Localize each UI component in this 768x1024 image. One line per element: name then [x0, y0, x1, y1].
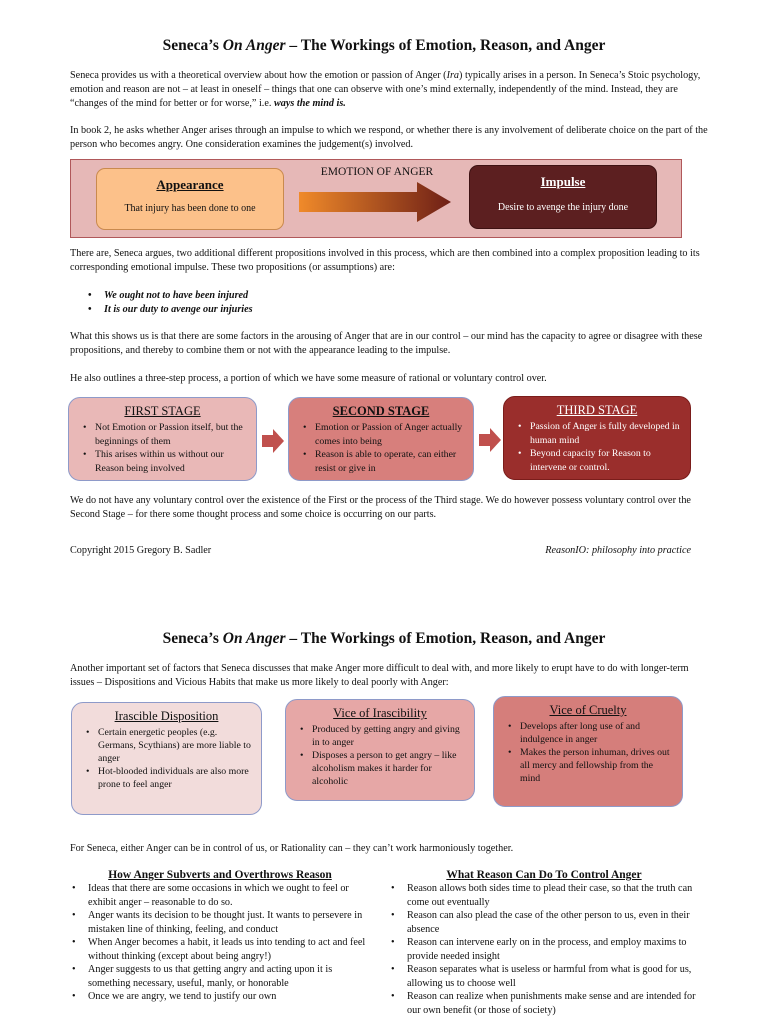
column-heading: What Reason Can Do To Control Anger — [446, 869, 642, 881]
diagram-caption: EMOTION OF ANGER — [320, 166, 434, 178]
three-step-paragraph: He also outlines a three-step process, a portion of which we have some measure of rational or voluntary control over. — [70, 373, 547, 384]
voluntary-control-paragraph: We do not have any voluntary control over the existence of the First or the process of the Third stage. We do however possess voluntary control over the Second Stage – for there some thought process and some choice is occurring on our parts. — [70, 495, 691, 520]
disposition-title: Vice of Cruelty — [549, 703, 627, 717]
disposition-title: Vice of Irascibility — [333, 706, 427, 720]
control-paragraph: What this shows us is that there are some factors in the arousing of Anger that are in our control – our mind has the capacity to agree or disagree with these propositions, and thereby to combine them or not with the appearance leading to the impulse. — [70, 331, 703, 356]
disposition-item: • Produced by getting angry and giving in to anger — [294, 723, 466, 749]
disposition-item: • Disposes a person to get angry – like alcoholism makes it harder for alcoholic — [294, 749, 466, 788]
stage-item: • Reason is able to operate, can either resist or give in — [297, 448, 465, 475]
page-title — [0, 630, 768, 648]
intro-paragraph — [70, 69, 710, 111]
title-text-rest: – The Workings of Emotion, Reason, and Anger — [285, 37, 606, 54]
column-item: • Anger wants its decision to be thought just. It wants to persevere in mistaken line of thinking, feeling, and conduct — [70, 909, 370, 936]
disposition-item: • Hot-blooded individuals are also more prone to feel anger — [80, 765, 253, 791]
third-stage-box — [503, 396, 691, 480]
appearance-text: That injury has been done to one — [124, 203, 256, 214]
second-stage-box — [288, 397, 474, 481]
column-item: • Reason can also plead the case of the other person to us, even in their absence — [389, 909, 699, 936]
stage-item: • Not Emotion or Passion itself, but the beginnings of them — [77, 421, 248, 448]
impulse-box — [469, 165, 657, 229]
title-text-rest: – The Workings of Emotion, Reason, and Anger — [285, 630, 606, 647]
vice-of-irascibility-box — [285, 699, 475, 801]
right-arrow-icon — [479, 428, 501, 452]
book2-paragraph: In book 2, he asks whether Anger arises through an impulse to which we respond, or whether there is any involvement of deliberate choice on the part of the person who becomes angry. One consideration examines the judgement(s) involved. — [70, 125, 708, 150]
stage-item: • This arises within us without our Reason being involved — [77, 448, 248, 475]
title-text: Seneca’s — [162, 630, 223, 647]
propositions-paragraph: There are, Seneca argues, two additional different propositions involved in this process, which are then combined into a complex proposition leading to its corresponding emotional impulse. These two propositions (or assumptions) are: — [70, 248, 700, 273]
disposition-item: • Certain energetic peoples (e.g. Germans, Scythians) are more liable to anger — [80, 726, 253, 765]
column-item: • Ideas that there are some occasions in which we ought to feel or exhibit anger – reasonable to do so. — [70, 882, 370, 909]
proposition-item: • It is our duty to avenge our injuries — [88, 303, 253, 317]
column-item: • When Anger becomes a habit, it leads us into tending to act and feel without thinking (except about being angry!) — [70, 936, 370, 963]
anger-subverts-column — [70, 869, 370, 1004]
control-either-paragraph: For Seneca, either Anger can be in control of us, or Rationality can – they can’t work harmoniously together. — [70, 843, 514, 854]
stage-title: FIRST STAGE — [124, 404, 201, 418]
brand-text: ReasonIO: philosophy into practice — [545, 545, 691, 556]
intro-text-b: ) typically arises in a person. In Seneca’s Stoic psychology, emotion and reason are not – at least in oneself – things that one can observe with one’s mind externally, independently of the mind. Instead, they are “changes of the mind for better or for worse,” i.e. — [70, 70, 701, 109]
copyright-text: Copyright 2015 Gregory B. Sadler — [70, 545, 212, 556]
title-text: Seneca’s — [162, 37, 223, 54]
column-item: • Reason can realize when punishments make sense and are intended for our own benefit (or those of society) — [389, 990, 699, 1017]
page-title — [0, 37, 768, 55]
column-heading: How Anger Subverts and Overthrows Reason — [108, 869, 332, 881]
irascible-disposition-box — [71, 702, 262, 815]
propositions-list — [88, 289, 253, 317]
appearance-title: Appearance — [156, 177, 224, 192]
intro-text-a: Seneca provides us with a theoretical overview about how the emotion or passion of Anger ( — [70, 70, 447, 81]
proposition-item: • We ought not to have been injured — [88, 289, 253, 303]
column-item: • Reason can intervene early on in the process, and employ maxims to provide needed insight — [389, 936, 699, 963]
stage-title: SECOND STAGE — [332, 404, 430, 418]
stage-item: • Passion of Anger is fully developed in human mind — [512, 420, 682, 447]
disposition-item: • Develops after long use of and indulgence in anger — [502, 720, 674, 746]
disposition-title: Irascible Disposition — [114, 709, 219, 723]
column-item: • Once we are angry, we tend to justify our own — [70, 990, 370, 1004]
intro-emphasis: ways the mind is. — [273, 98, 346, 109]
disposition-item: • Makes the person inhuman, drives out all mercy and fellowship from the mind — [502, 746, 674, 785]
stage-item: • Beyond capacity for Reason to intervene or control. — [512, 447, 682, 474]
column-item: • Reason allows both sides time to plead their case, so that the truth can come out eventually — [389, 882, 699, 909]
right-arrow-icon — [299, 182, 455, 222]
dispositions-paragraph: Another important set of factors that Seneca discusses that make Anger more difficult to deal with, and more likely to erupt have to do with longer-term issues – Dispositions and Vicious Habits that make us more likely to deal poorly with Anger: — [70, 663, 689, 688]
title-work: On Anger — [222, 37, 286, 54]
first-stage-box — [68, 397, 257, 481]
stage-item: • Emotion or Passion of Anger actually comes into being — [297, 421, 465, 448]
intro-ira: Ira — [446, 70, 460, 81]
vice-of-cruelty-box — [493, 696, 683, 807]
impulse-title: Impulse — [540, 174, 586, 189]
impulse-text: Desire to avenge the injury done — [497, 202, 629, 213]
appearance-box — [96, 168, 284, 230]
stage-title: THIRD STAGE — [556, 403, 638, 417]
title-work: On Anger — [222, 630, 286, 647]
reason-controls-column — [389, 869, 699, 1017]
emotion-of-anger-diagram — [70, 159, 682, 238]
column-item: • Anger suggests to us that getting angry and acting upon it is something necessary, useful, manly, or honorable — [70, 963, 370, 990]
column-item: • Reason separates what is useless or harmful from what is good for us, allowing us to choose well — [389, 963, 699, 990]
right-arrow-icon — [262, 429, 284, 453]
